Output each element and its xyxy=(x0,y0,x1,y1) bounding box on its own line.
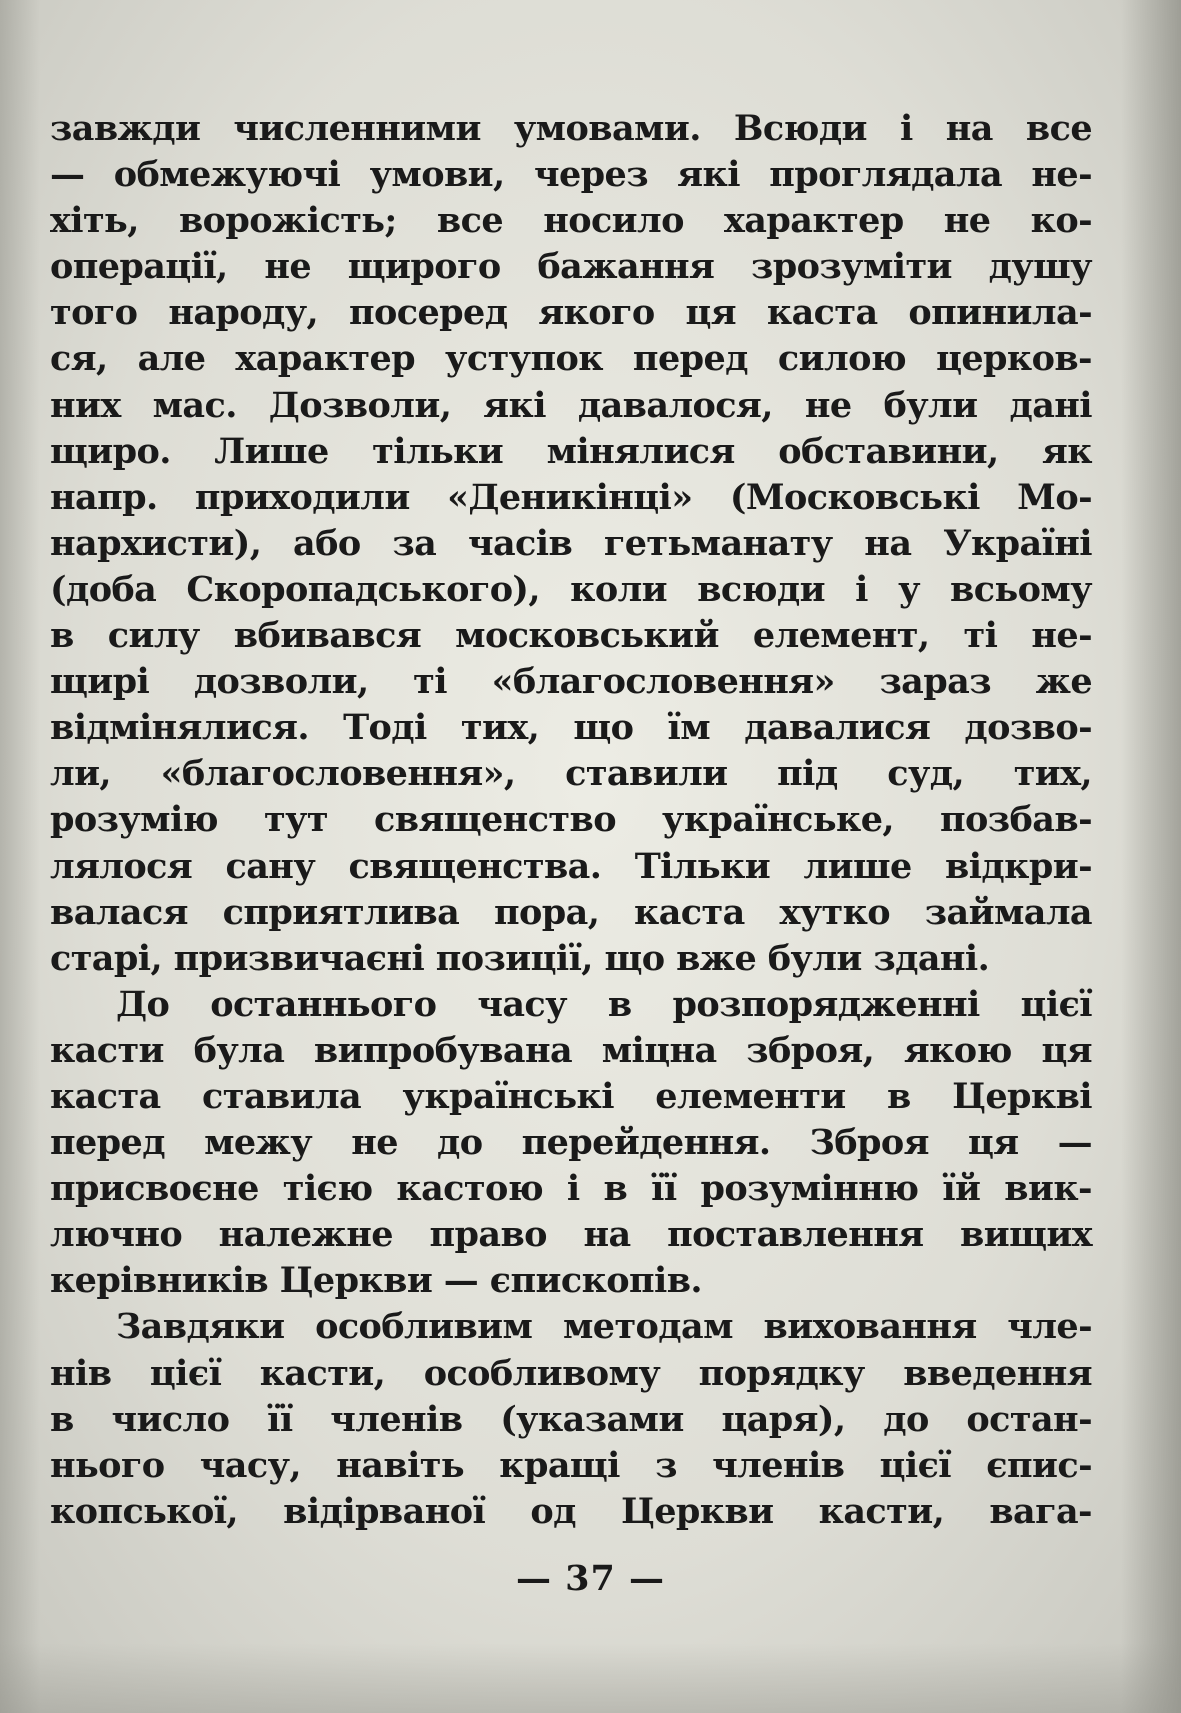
text-line: — обмежуючі умови, через які проглядала не- xyxy=(50,154,1092,196)
text-line: присвоєне тією кастою і в її розумінню їй вик- xyxy=(50,1168,1092,1210)
text-line: копської, відірваної од Церкви касти, вага- xyxy=(50,1490,1092,1532)
text-line: нархисти), або за часів гетьманату на Україні xyxy=(50,522,1092,564)
text-line: відмінялися. Тоді тих, що їм давалися дозво- xyxy=(50,707,1092,749)
page-shadow-left xyxy=(0,0,40,1713)
text-line: того народу, посеред якого ця каста опинила- xyxy=(50,292,1092,334)
text-line: касти була випробувана міцна зброя, якою ця xyxy=(50,1029,1092,1071)
text-line: них мас. Дозволи, які давалося, не були дані xyxy=(50,384,1092,426)
body-text xyxy=(50,106,1092,1535)
paragraph-start-line: Завдяки особливим методам виховання чле- xyxy=(116,1306,1092,1348)
text-line: в число її членів (указами царя), до остан- xyxy=(50,1398,1092,1440)
paragraph-start-line: До останнього часу в розпорядженні цієї xyxy=(116,983,1092,1025)
text-line: щиро. Лише тільки мінялися обставини, як xyxy=(50,430,1092,472)
text-line: старі, призвичаєні позиції, що вже були здані. xyxy=(50,937,990,979)
text-line: валася сприятлива пора, каста хутко займала xyxy=(50,891,1092,933)
page-number: — 37 — xyxy=(515,1558,666,1599)
text-line: нього часу, навіть кращі з членів цієї єпис- xyxy=(50,1444,1092,1486)
text-line: перед межу не до перейдення. Зброя ця — xyxy=(50,1122,1092,1164)
text-line: операції, не щирого бажання зрозуміти душу xyxy=(50,246,1092,288)
text-line: каста ставила українські елементи в Церкві xyxy=(50,1075,1092,1117)
text-line: лялося сану священства. Тільки лише відкри- xyxy=(50,845,1092,887)
text-line: ли, «благословення», ставили під суд, тих, xyxy=(50,753,1092,795)
page-shadow-bottom xyxy=(0,1643,1181,1713)
text-line: напр. приходили «Деникінці» (Московські Мо- xyxy=(50,476,1092,518)
text-line: в силу вбивався московський елемент, ті не- xyxy=(50,615,1092,657)
text-line: лючно належне право на поставлення вищих xyxy=(50,1214,1092,1256)
text-line: розумію тут священство українське, позбав- xyxy=(50,799,1092,841)
text-line: завжди численними умовами. Всюди і на все xyxy=(50,108,1092,149)
text-line: хіть, ворожість; все носило характер не ко- xyxy=(50,200,1092,242)
text-line: ся, але характер уступок перед силою церков- xyxy=(50,338,1092,380)
text-line: (доба Скоропадського), коли всюди і у всьому xyxy=(50,568,1092,610)
text-line: керівників Церкви — єпископів. xyxy=(50,1260,703,1302)
page-shadow-right xyxy=(1121,0,1181,1713)
text-line: нів цієї касти, особливому порядку введення xyxy=(50,1352,1092,1394)
text-line: щирі дозволи, ті «благословення» зараз же xyxy=(50,661,1092,703)
